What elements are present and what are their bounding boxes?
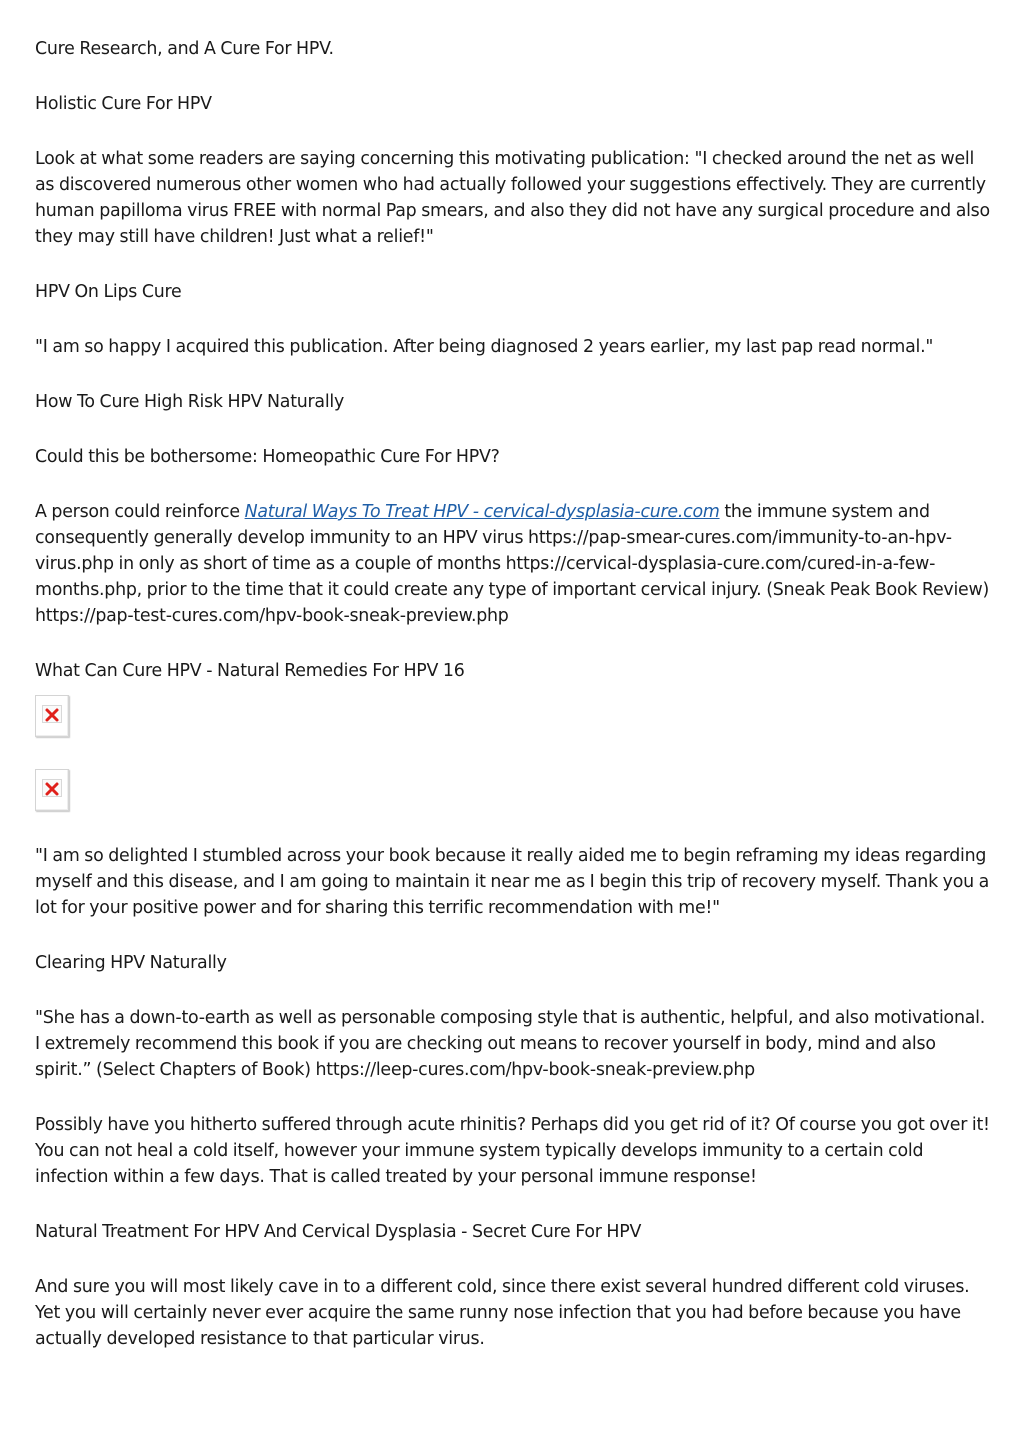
broken-image-icon (35, 769, 69, 811)
heading-high-risk: How To Cure High Risk HPV Naturally (35, 392, 345, 412)
broken-image-icon (35, 695, 69, 737)
immune-text-after: the immune system and consequently generally develop immunity to an HPV virus https://pap-smear-cures.com/immunity-to-an-hpv-virus.php in only as short of time as a couple of months https://cervical-dysplasia-cure.com/cured-in-a-few-months.php, prior to the time that it could create any type of important cervical injury. (Sneak Peak Book Review) https://pap-test-cures.com/hpv-book-sneak-preview.php (35, 502, 989, 626)
delighted-testimonial: "I am so delighted I stumbled across your book because it really aided me to begin reframing my ideas regarding myself and this disease, and I am going to maintain it near me as I begin this trip of recovery myself. Thank you a lot for your positive power and for sharing this terrific recommendation with me!" (35, 846, 990, 918)
natural-ways-link[interactable]: Natural Ways To Treat HPV - cervical-dysplasia-cure.com (244, 502, 720, 522)
heading-hpv-on-lips: HPV On Lips Cure (35, 282, 182, 302)
immune-paragraph (35, 499, 993, 629)
cold-paragraph: Possibly have you hitherto suffered through acute rhinitis? Perhaps did you get rid of it? Of course you got over it! You can not heal a cold itself, however your immune system typically develops immunity to a certain cold infection within a few days. That is called treated by your personal immune response! (35, 1115, 990, 1187)
immune-text-before: A person could reinforce (35, 502, 245, 522)
happy-testimonial: "I am so happy I acquired this publication. After being diagnosed 2 years earlier, my last pap read normal." (35, 337, 934, 357)
intro-line: Cure Research, and A Cure For HPV. (35, 39, 334, 59)
document-body (35, 36, 993, 1381)
heading-natural-treatment: Natural Treatment For HPV And Cervical Dysplasia - Secret Cure For HPV (35, 1222, 642, 1242)
heading-what-can-cure: What Can Cure HPV - Natural Remedies For HPV 16 (35, 661, 465, 681)
resistance-paragraph: And sure you will most likely cave in to a different cold, since there exist several hundred different cold viruses. Yet you will certainly never ever acquire the same runny nose infection that you had before because you have actually developed resistance to that particular virus. (35, 1277, 970, 1349)
reader-testimonial: Look at what some readers are saying concerning this motivating publication: "I checked around the net as well as discovered numerous other women who had actually followed your suggestions effectively. They are currently human papilloma virus FREE with normal Pap smears, and also they did not have any surgical procedure and also they may still have children! Just what a relief!" (35, 149, 990, 247)
writing-style-testimonial: "She has a down-to-earth as well as personable composing style that is authentic, helpful, and also motivational. I extremely recommend this book if you are checking out means to recover yourself in body, mind and also spirit.” (Select Chapters of Book) https://leep-cures.com/hpv-book-sneak-preview.php (35, 1008, 985, 1080)
heading-clearing-hpv: Clearing HPV Naturally (35, 953, 227, 973)
question-homeopathic: Could this be bothersome: Homeopathic Cure For HPV? (35, 447, 500, 467)
heading-holistic-cure: Holistic Cure For HPV (35, 94, 212, 114)
